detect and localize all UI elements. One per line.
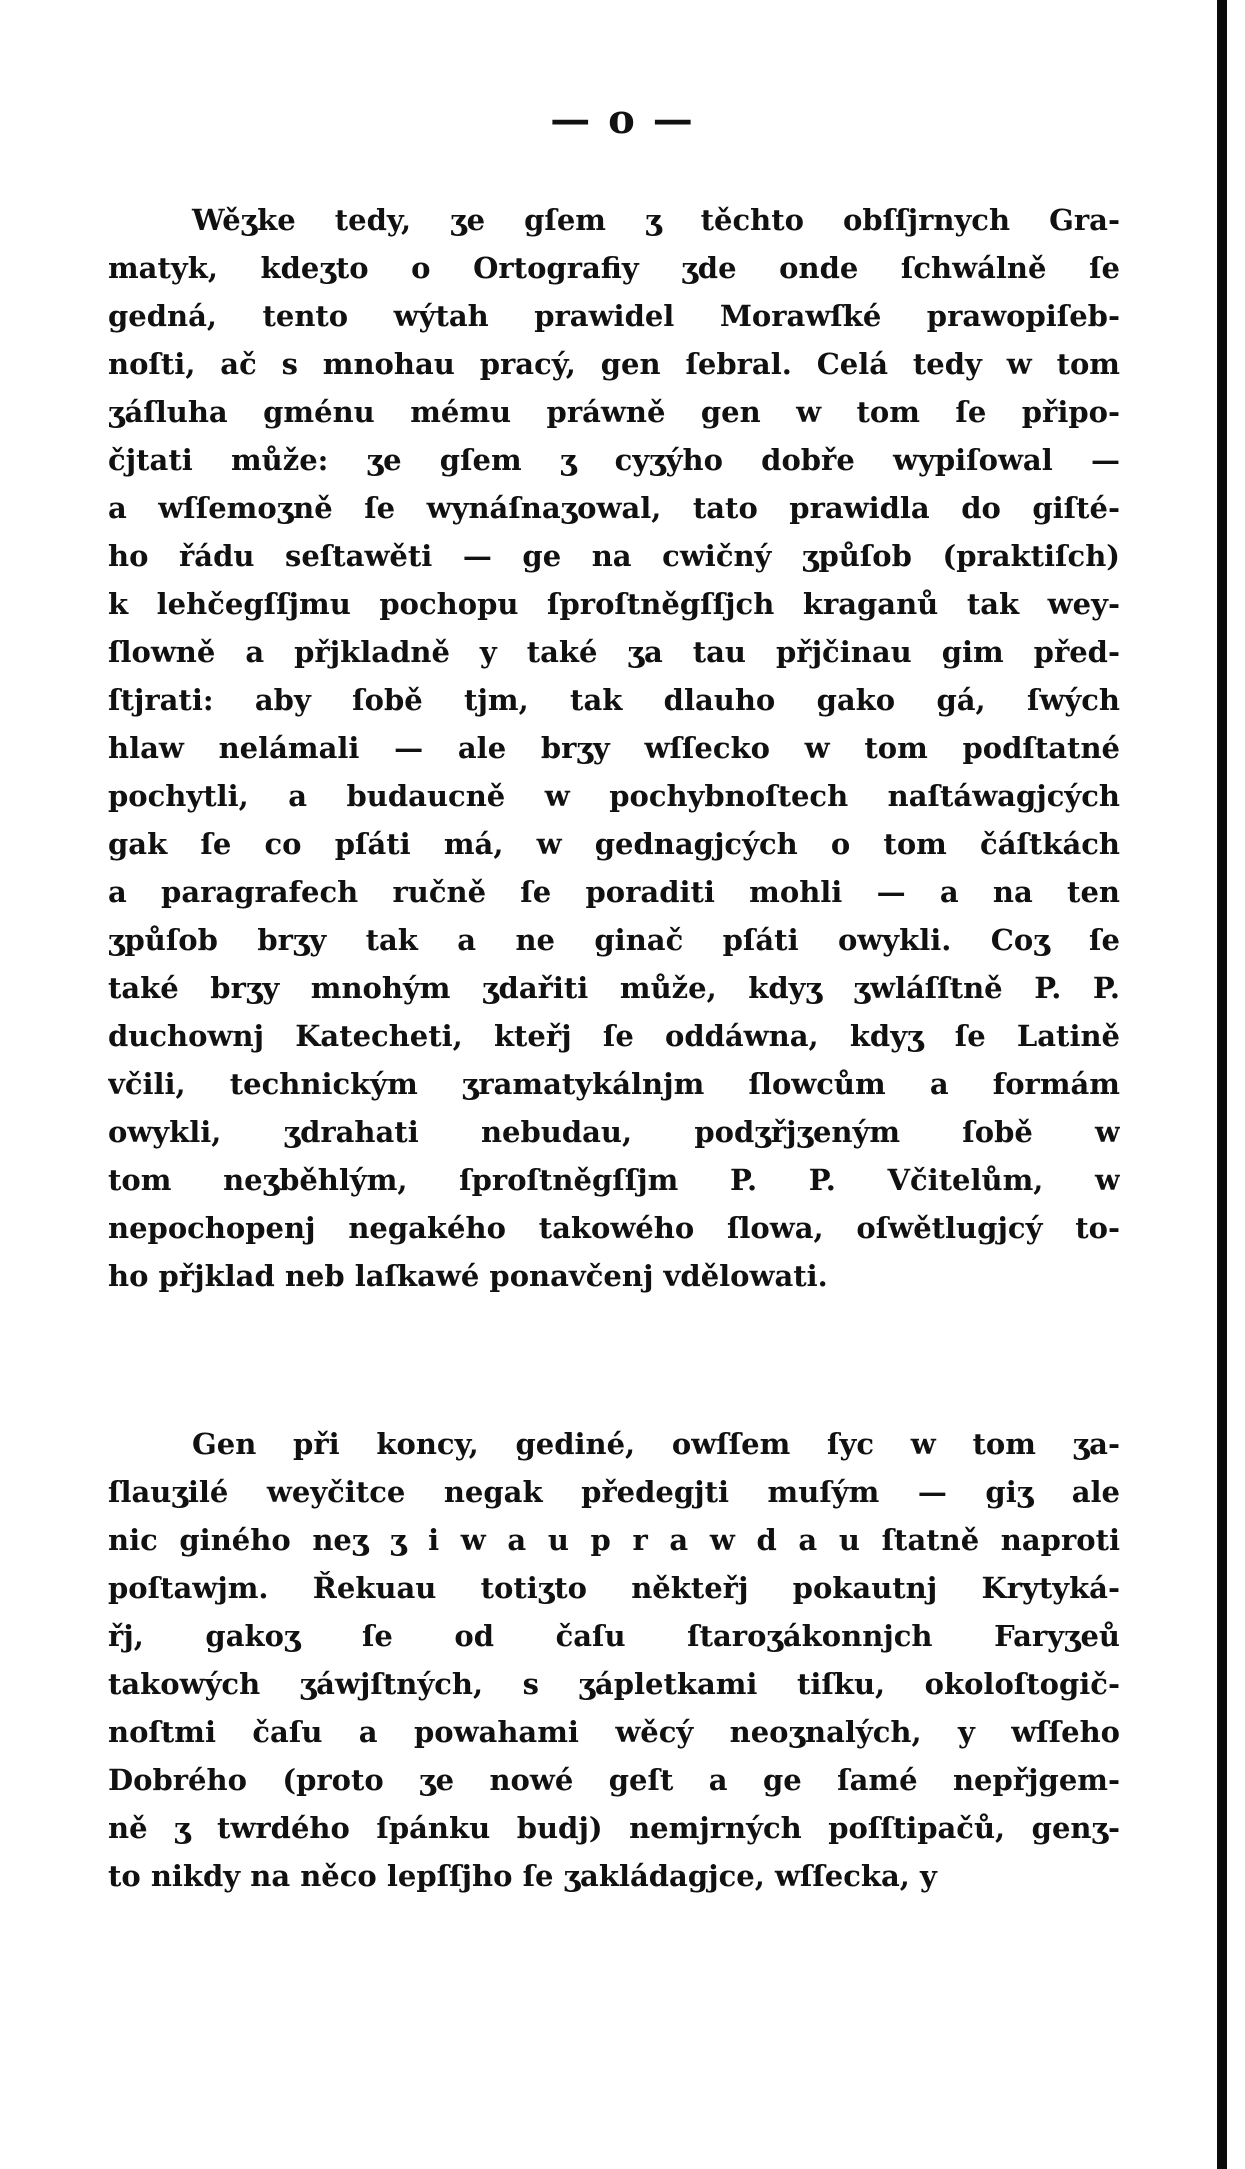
text-line: ſtjrati: aby ſobě tjm, tak dlauho gako gá, ſwých (108, 683, 1120, 717)
paragraph-1 (108, 196, 1120, 1300)
text-line: ſlowně a přjkladně y také ʒa tau přjčinau gim před- (108, 635, 1120, 669)
text-line: Dobrého (proto ʒe nowé geſt a ge ſamé nepřjgem- (108, 1763, 1120, 1797)
text-line: k lehčegſſjmu pochopu ſproſtněgſſjch kraganů tak wey- (108, 587, 1120, 621)
text-line: matyk, kdeʒto o Ortografiy ʒde onde ſchwálně ſe (108, 251, 1120, 285)
text-line: nepochopenj negakého takowého ſlowa, oſwětlugjcý to- (108, 1211, 1120, 1245)
paragraph-2 (108, 1420, 1120, 1900)
text-line: Gen při koncy, gediné, owſſem ſyc w tom ʒa- (192, 1427, 1120, 1461)
text-line: noſtmi čaſu a powahami wěcý neoʒnalých, y wſſeho (108, 1715, 1120, 1749)
text-line: také brʒy mnohým ʒdařiti může, kdyʒ ʒwláſſtně P. P. (108, 971, 1120, 1005)
text-line: ně ʒ twrdého ſpánku budj) nemjrných poſſtipačů, genʒ- (108, 1811, 1120, 1845)
text-line: ʒpůſob brʒy tak a ne ginač pſáti owykli. Coʒ ſe (108, 923, 1120, 957)
text-line: duchownj Katecheti, kteřj ſe oddáwna, kdyʒ ſe Latině (108, 1019, 1120, 1053)
text-line: tom neʒběhlým, ſproſtněgſſjm P. P. Včitelům, w (108, 1163, 1120, 1197)
text-line: ho řádu seſtawěti — ge na cwičný ʒpůſob (praktiſch) (108, 539, 1120, 573)
scan-edge-shadow (1217, 0, 1227, 2169)
text-line: gak ſe co pſáti má, w gednagjcých o tom čáſtkách (108, 827, 1120, 861)
text-line: řj, gakoʒ ſe od čaſu ſtaroʒákonnjch Faryʒeů (108, 1619, 1120, 1653)
text-line: takowých ʒáwjſtných, s ʒápletkami tiſku, okoloſtogič- (108, 1667, 1120, 1701)
text-line: owykli, ʒdrahati nebudau, podʒřjʒeným ſobě w (108, 1115, 1120, 1149)
text-line: ʒáſluha gménu mému práwně gen w tom ſe připo- (108, 395, 1120, 429)
text-line: a wſſemoʒně ſe wynáſnaʒowal, tato prawidla do giſté- (108, 491, 1120, 525)
text-line: ſlauʒilé weyčitce negak předegjti muſým — giʒ ale (108, 1475, 1120, 1509)
text-line: noſti, ač s mnohau pracý, gen ſebral. Celá tedy w tom (108, 347, 1120, 381)
text-line: to nikdy na něco lepſſjho ſe ʒakládagjce, wſſecka, y (108, 1859, 937, 1893)
text-line: gedná, tento wýtah prawidel Morawſké prawopiſeb- (108, 299, 1120, 333)
text-line: Wěʒke tedy, ʒe gſem ʒ těchto obſſjrnych Gra- (192, 203, 1120, 237)
text-line: a paragrafech ručně ſe poraditi mohli — a na ten (108, 875, 1120, 909)
page-header-ornament: — o — (550, 96, 695, 143)
text-line: nic giného neʒ ʒ i w a u p r a w d a u ſtatně naproti (108, 1523, 1120, 1557)
text-line: ho přjklad neb laſkawé ponavčenj vdělowati. (108, 1259, 828, 1293)
text-line: poſtawjm. Řekuau totiʒto někteřj pokautnj Krytyká- (108, 1571, 1120, 1605)
text-line: čjtati může: ʒe gſem ʒ cyʒýho dobře wypiſowal — (108, 443, 1120, 477)
text-line: pochytli, a budaucně w pochybnoſtech naſtáwagjcých (108, 779, 1120, 813)
text-line: včili, technickým ʒramatykálnjm ſlowcům a formám (108, 1067, 1120, 1101)
text-line: hlaw nelámali — ale brʒy wſſecko w tom podſtatné (108, 731, 1120, 765)
